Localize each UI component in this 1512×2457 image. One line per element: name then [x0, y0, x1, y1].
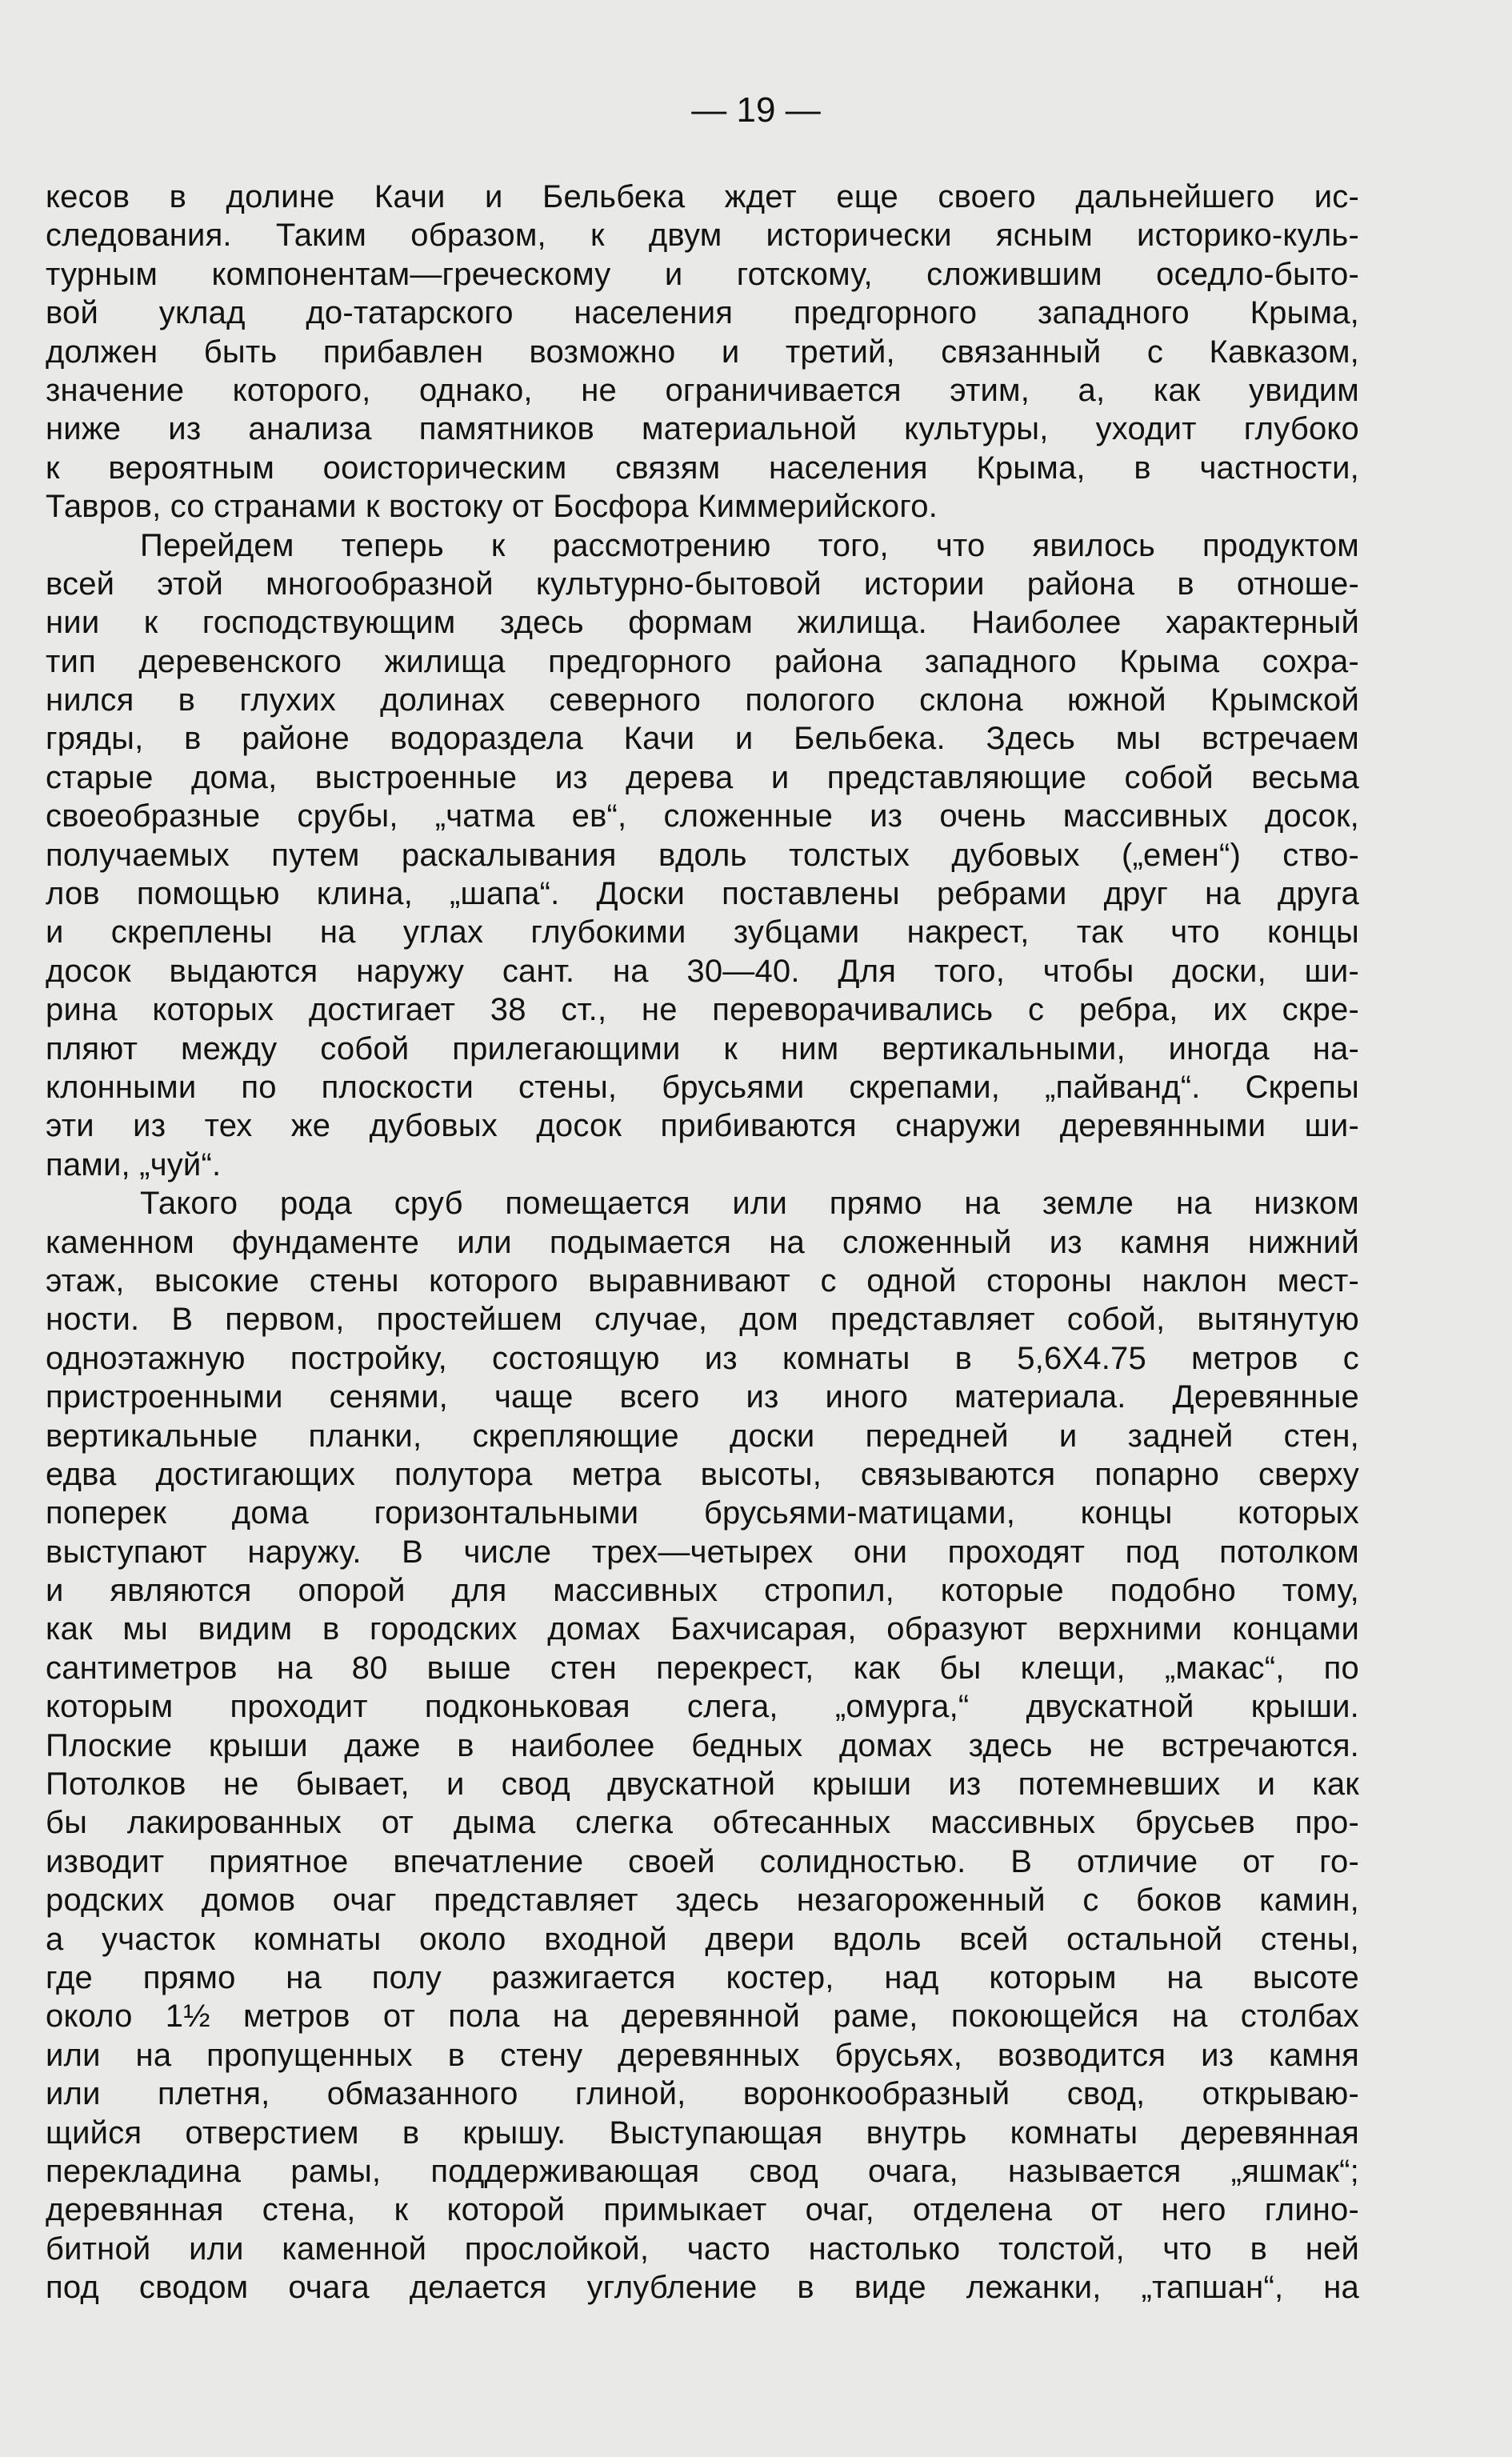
- text-line: Плоские крыши даже в наиболее бедных домах здесь не встречаются.: [46, 1727, 1359, 1763]
- text-line: Потолков не бывает, и свод двускатной крыши из потемневших и как: [46, 1767, 1359, 1803]
- body-text: [46, 178, 1359, 2307]
- text-line: и являются опорой для массивных стропил, которые подобно тому,: [46, 1573, 1359, 1609]
- text-line: турным компонентам—греческому и готскому, сложившим оседло-быто-: [46, 256, 1359, 292]
- text-line: около 1½ метров от пола на деревянной раме, покоющейся на столбах: [46, 1999, 1359, 2035]
- text-line: пристроенными сенями, чаще всего из иного материала. Деревянные: [46, 1379, 1359, 1415]
- text-line: едва достигающих полутора метра высоты, связываются попарно сверху: [46, 1456, 1359, 1492]
- text-line: вой уклад до-татарского населения предгорного западного Крыма,: [46, 295, 1359, 331]
- text-line: щийся отверстием в крышу. Выступающая внутрь комнаты деревянная: [46, 2115, 1359, 2151]
- text-line: гряды, в районе водораздела Качи и Бельбека. Здесь мы встречаем: [46, 721, 1359, 757]
- text-line: старые дома, выстроенные из дерева и представляющие собой весьма: [46, 759, 1359, 795]
- text-line: клонными по плоскости стены, брусьями скрепами, „пайванд“. Скрепы: [46, 1069, 1359, 1105]
- text-line: родских домов очаг представляет здесь незагороженный с боков камин,: [46, 1883, 1359, 1919]
- text-line: досок выдаются наружу сант. на 30—40. Для того, чтобы доски, ши-: [46, 953, 1359, 989]
- text-line: или плетня, обмазанного глиной, воронкообразный свод, открываю-: [46, 2076, 1359, 2112]
- text-line: нии к господствующим здесь формам жилища. Наиболее характерный: [46, 605, 1359, 641]
- text-line: ности. В первом, простейшем случае, дом представляет собой, вытянутую: [46, 1302, 1359, 1338]
- text-line: каменном фундаменте или подымается на сложенный из камня нижний: [46, 1224, 1359, 1260]
- text-line: сантиметров на 80 выше стен перекрест, как бы клещи, „макас“, по: [46, 1650, 1359, 1686]
- text-line: Тавров, со странами к востоку от Босфора Киммерийского.: [46, 489, 938, 525]
- text-line: эти из тех же дубовых досок прибиваются снаружи деревянными ши-: [46, 1108, 1359, 1144]
- text-line: тип деревенского жилища предгорного района западного Крыма сохра-: [46, 643, 1359, 679]
- text-line: кесов в долине Качи и Бельбека ждет еще своего дальнейшего ис-: [46, 179, 1359, 214]
- text-line: своеобразные срубы, „чатма ев“, сложенные из очень массивных досок,: [46, 798, 1359, 834]
- text-line: поперек дома горизонтальными брусьями-матицами, концы которых: [46, 1495, 1359, 1531]
- page-number: — 19 —: [691, 90, 821, 130]
- text-line: выступают наружу. В числе трех—четырех они проходят под потолком: [46, 1534, 1359, 1570]
- text-line: пляют между собой прилегающими к ним вертикальными, иногда на-: [46, 1030, 1359, 1066]
- text-line: под сводом очага делается углубление в виде лежанки, „тапшан“, на: [46, 2270, 1359, 2306]
- text-line: нился в глухих долинах северного пологого склона южной Крымской: [46, 682, 1359, 718]
- text-line: к вероятным ооисторическим связям населения Крыма, в частности,: [46, 450, 1359, 486]
- text-line: этаж, высокие стены которого выравнивают с одной стороны наклон мест-: [46, 1263, 1359, 1299]
- text-line: где прямо на полу разжигается костер, над которым на высоте: [46, 1959, 1359, 1995]
- text-line: перекладина рамы, поддерживающая свод очага, называется „яшмак“;: [46, 2153, 1359, 2189]
- text-line: лов помощью клина, „шапа“. Доски поставлены ребрами друг на друга: [46, 876, 1359, 912]
- text-line: а участок комнаты около входной двери вдоль всей остальной стены,: [46, 1921, 1359, 1957]
- text-line: изводит приятное впечатление своей солидностью. В отличие от го-: [46, 1843, 1359, 1879]
- text-line: и скреплены на углах глубокими зубцами накрест, так что концы: [46, 914, 1359, 950]
- paragraph-first-line: Перейдем теперь к рассмотрению того, что явилось продуктом: [140, 527, 1359, 563]
- text-line: или на пропущенных в стену деревянных брусьях, возводится из камня: [46, 2037, 1359, 2073]
- text-line: бы лакированных от дыма слегка обтесанных массивных брусьев про-: [46, 1805, 1359, 1841]
- text-line: получаемых путем раскалывания вдоль толстых дубовых („емен“) ство-: [46, 837, 1359, 873]
- text-line: которым проходит подконьковая слега, „омурга,“ двускатной крыши.: [46, 1689, 1359, 1725]
- text-line: битной или каменной прослойкой, часто настолько толстой, что в ней: [46, 2231, 1359, 2267]
- text-line: всей этой многообразной культурно-бытовой истории района в отноше-: [46, 566, 1359, 602]
- text-line: следования. Таким образом, к двум исторически ясным историко-куль-: [46, 218, 1359, 254]
- text-line: должен быть прибавлен возможно и третий, связанный с Кавказом,: [46, 334, 1359, 370]
- text-line: одноэтажную постройку, состоящую из комнаты в 5,6Х4.75 метров с: [46, 1340, 1359, 1376]
- text-line: деревянная стена, к которой примыкает очаг, отделена от него глино-: [46, 2192, 1359, 2228]
- text-line: рина которых достигает 38 ст., не переворачивались с ребра, их скре-: [46, 992, 1359, 1028]
- text-line: ниже из анализа памятников материальной культуры, уходит глубоко: [46, 411, 1359, 447]
- text-line: пами, „чуй“.: [46, 1146, 222, 1182]
- text-line: значение которого, однако, не ограничивается этим, а, как увидим: [46, 372, 1359, 408]
- text-line: вертикальные планки, скрепляющие доски передней и задней стен,: [46, 1418, 1359, 1454]
- paragraph-first-line: Такого рода сруб помещается или прямо на земле на низком: [140, 1186, 1359, 1222]
- text-line: как мы видим в городских домах Бахчисарая, образуют верхними концами: [46, 1611, 1359, 1647]
